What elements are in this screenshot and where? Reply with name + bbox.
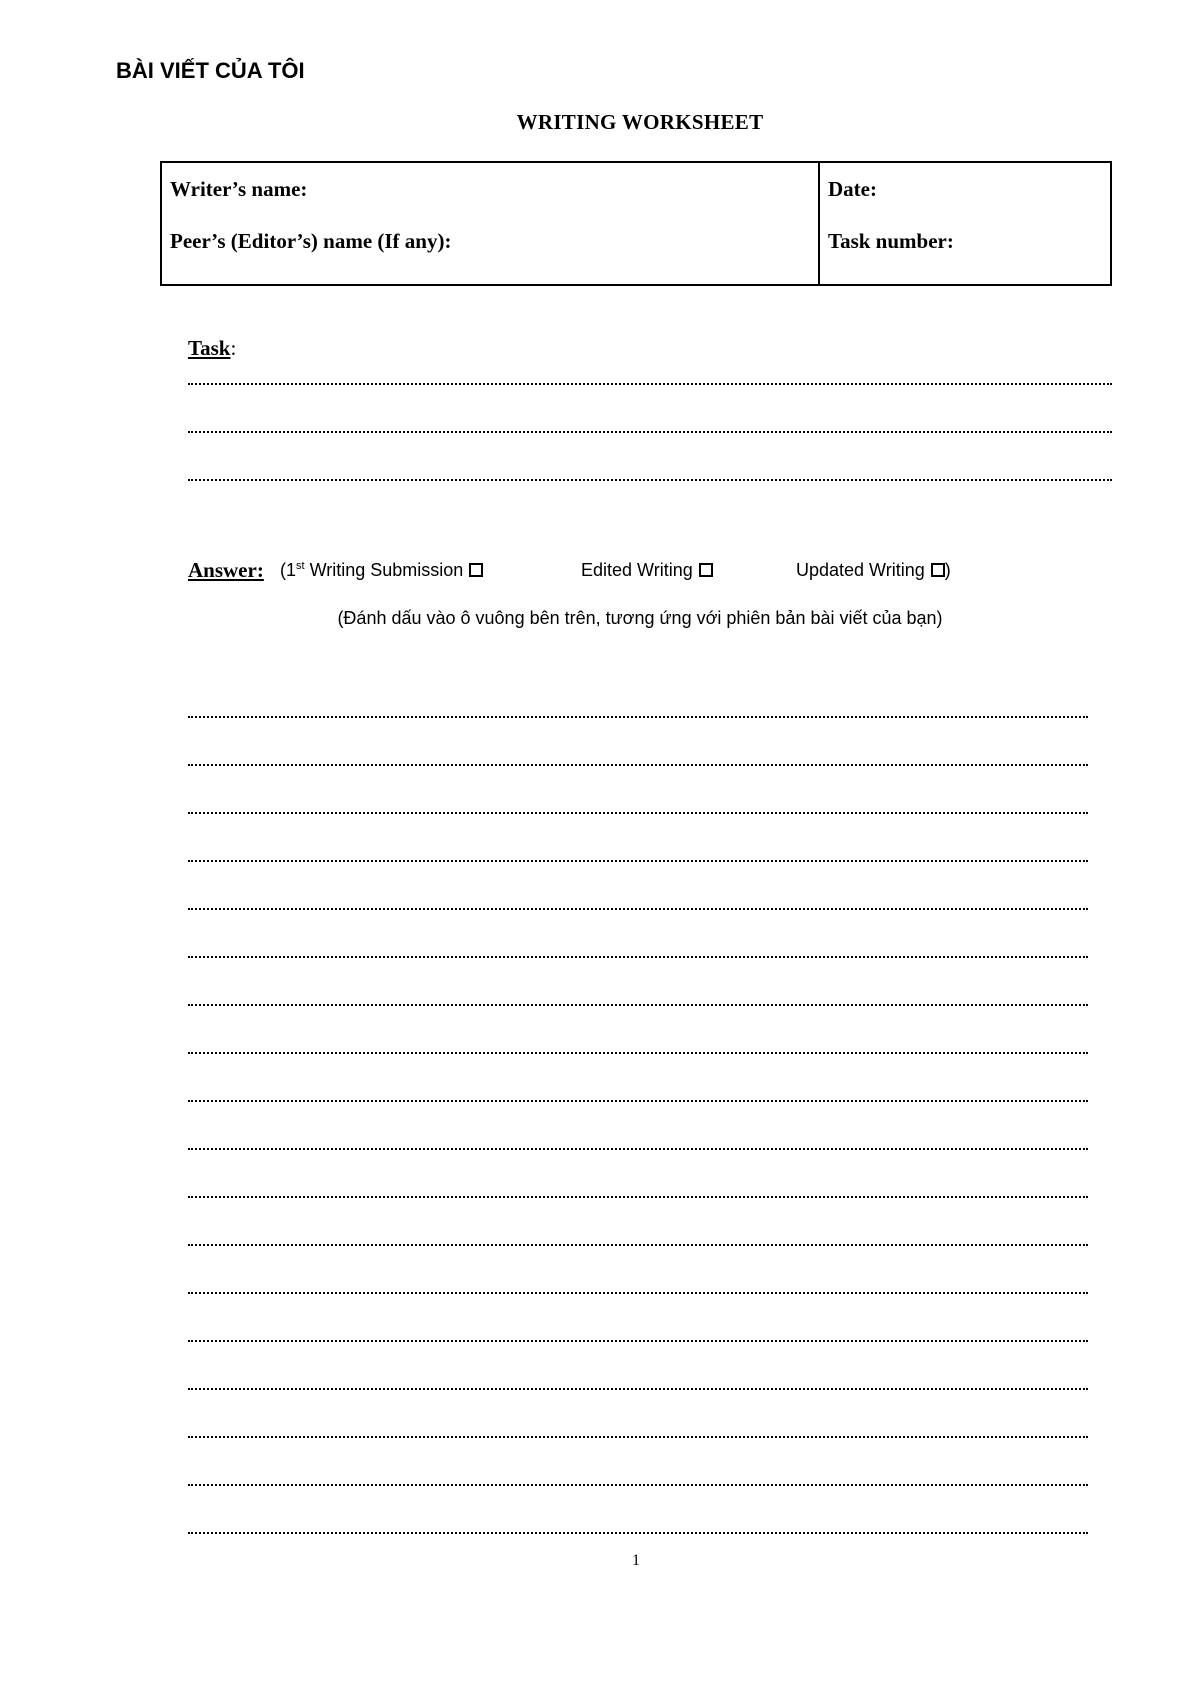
answer-writing-line[interactable]	[188, 716, 1088, 718]
option-first-submission-label: Writing Submission	[304, 560, 464, 580]
task-label-text: Task	[188, 336, 231, 360]
answer-open-paren: (1	[280, 560, 297, 580]
answer-writing-line[interactable]	[188, 860, 1088, 862]
option-edited-writing	[581, 560, 713, 581]
answer-close-paren: )	[944, 560, 951, 580]
task-answer-line[interactable]	[188, 479, 1112, 481]
answer-writing-line[interactable]	[188, 1292, 1088, 1294]
option-edited-writing-label: Edited Writing	[581, 560, 693, 580]
answer-label: Answer:	[188, 558, 264, 582]
date-label: Date:	[828, 177, 877, 201]
answer-writing-line[interactable]	[188, 956, 1088, 958]
answer-row	[188, 558, 951, 583]
answer-writing-line[interactable]	[188, 1196, 1088, 1198]
first-submission-checkbox[interactable]	[469, 563, 483, 577]
peer-name-label: Peer’s (Editor’s) name (If any):	[170, 229, 452, 253]
answer-writing-line[interactable]	[188, 1100, 1088, 1102]
answer-instruction: (Đánh dấu vào ô vuông bên trên, tương ứng với phiên bản bài viết của bạn)	[337, 608, 943, 628]
task-number-label: Task number:	[828, 229, 954, 253]
answer-writing-line[interactable]	[188, 764, 1088, 766]
worksheet-title: WRITING WORKSHEET	[516, 110, 764, 134]
task-label	[188, 336, 236, 361]
info-table	[160, 161, 1112, 286]
writer-name-label: Writer’s name:	[170, 177, 308, 201]
answer-writing-line[interactable]	[188, 812, 1088, 814]
task-label-colon: :	[230, 336, 237, 360]
edited-writing-checkbox[interactable]	[699, 563, 713, 577]
updated-writing-checkbox[interactable]	[931, 563, 945, 577]
answer-sup: st	[296, 560, 305, 572]
task-answer-line[interactable]	[188, 383, 1112, 385]
answer-writing-line[interactable]	[188, 1388, 1088, 1390]
answer-options-open	[280, 560, 483, 581]
header-title: BÀI VIẾT CỦA TÔI	[116, 58, 305, 83]
page-number: 1	[632, 1552, 640, 1569]
answer-writing-line[interactable]	[188, 1052, 1088, 1054]
answer-writing-line[interactable]	[188, 1244, 1088, 1246]
answer-writing-line[interactable]	[188, 908, 1088, 910]
table-divider	[818, 163, 820, 284]
answer-writing-line[interactable]	[188, 1436, 1088, 1438]
answer-writing-line[interactable]	[188, 1340, 1088, 1342]
option-updated-writing-label: Updated Writing	[796, 560, 925, 580]
option-updated-writing	[796, 560, 951, 581]
task-answer-line[interactable]	[188, 431, 1112, 433]
answer-writing-line[interactable]	[188, 1004, 1088, 1006]
answer-writing-line[interactable]	[188, 1148, 1088, 1150]
answer-writing-line[interactable]	[188, 1532, 1088, 1534]
answer-writing-line[interactable]	[188, 1484, 1088, 1486]
